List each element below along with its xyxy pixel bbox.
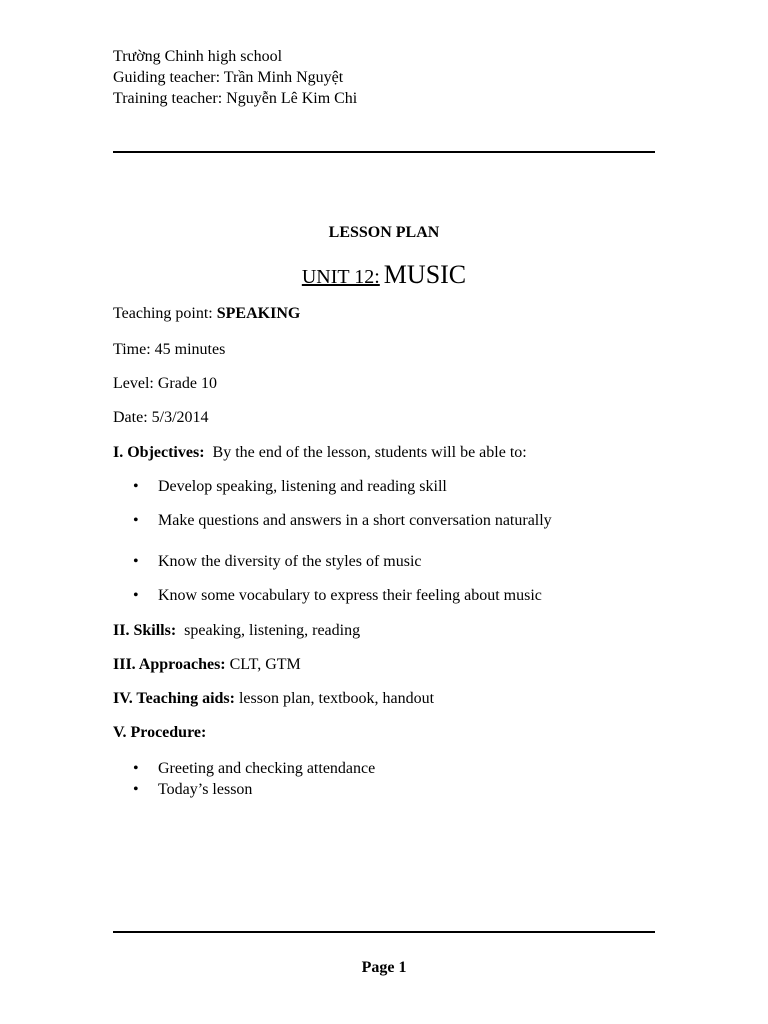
procedure-item: Today’s lesson bbox=[158, 781, 253, 798]
bullet-icon bbox=[133, 511, 139, 531]
bullet-icon bbox=[133, 552, 139, 572]
objective-item: Make questions and answers in a short conversation naturally bbox=[158, 512, 552, 529]
time-line: Time: 45 minutes bbox=[113, 341, 226, 358]
approaches-value: CLT, GTM bbox=[229, 656, 301, 673]
header-divider bbox=[113, 151, 655, 153]
objectives-heading bbox=[113, 443, 527, 463]
bullet-icon bbox=[133, 477, 139, 497]
footer-divider bbox=[113, 931, 655, 933]
objectives-label: I. Objectives: bbox=[113, 444, 205, 461]
training-teacher: Training teacher: Nguyễn Lê Kim Chi bbox=[113, 90, 358, 107]
objective-item: Develop speaking, listening and reading skill bbox=[158, 478, 447, 495]
procedure-heading bbox=[113, 723, 206, 743]
objective-item: Know some vocabulary to express their feeling about music bbox=[158, 587, 542, 604]
approaches-line bbox=[113, 655, 301, 675]
bullet-icon bbox=[133, 586, 139, 606]
procedure-label: V. Procedure: bbox=[113, 724, 207, 741]
bullet-icon bbox=[133, 759, 139, 779]
teaching-aids-value: lesson plan, textbook, handout bbox=[238, 690, 435, 707]
objective-item: Know the diversity of the styles of music bbox=[158, 553, 422, 570]
skills-value: speaking, listening, reading bbox=[184, 622, 361, 639]
teaching-point bbox=[113, 304, 300, 324]
bullet-icon bbox=[133, 780, 139, 800]
unit-prefix: UNIT 12: bbox=[301, 266, 380, 288]
procedure-item: Greeting and checking attendance bbox=[158, 760, 376, 777]
page-number: Page 1 bbox=[361, 959, 407, 976]
date-line: Date: 5/3/2014 bbox=[113, 409, 209, 426]
level-line: Level: Grade 10 bbox=[113, 375, 217, 392]
unit-title bbox=[0, 258, 768, 296]
unit-name: MUSIC bbox=[383, 260, 467, 289]
approaches-label: III. Approaches: bbox=[113, 656, 226, 673]
skills-line bbox=[113, 621, 360, 641]
skills-label: II. Skills: bbox=[113, 622, 177, 639]
teaching-point-value: SPEAKING bbox=[216, 305, 301, 322]
school-name: Trường Chinh high school bbox=[113, 48, 283, 65]
teaching-aids-label: IV. Teaching aids: bbox=[113, 690, 235, 707]
teaching-point-label: Teaching point: bbox=[113, 305, 217, 322]
teaching-aids-line bbox=[113, 689, 434, 709]
guiding-teacher: Guiding teacher: Trần Minh Nguyệt bbox=[113, 69, 344, 86]
objectives-intro: By the end of the lesson, students will be able to: bbox=[212, 444, 527, 461]
lesson-plan-title: LESSON PLAN bbox=[328, 224, 440, 241]
